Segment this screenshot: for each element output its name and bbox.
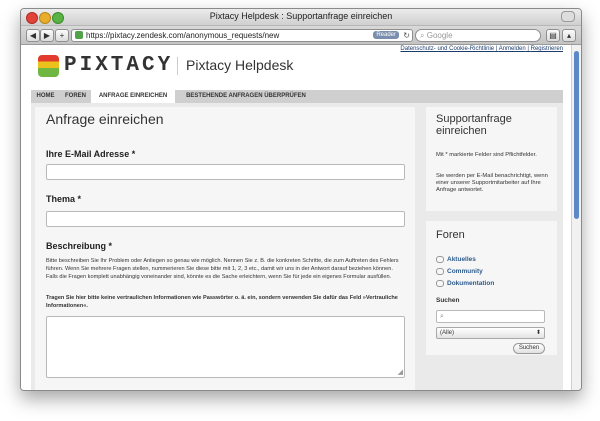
link-separator: | [525,46,531,52]
request-form-panel [35,107,415,390]
magnifier-icon: ⌕ [420,31,425,40]
toolbar-toggle-button[interactable] [561,11,575,22]
forum-filter-select[interactable] [436,327,545,339]
forum-filter-value: (Alle) [440,330,455,336]
printer-icon: ▤ [549,31,557,40]
tab-anfrage-einreichen[interactable]: ANFRAGE EINREICHEN [91,90,175,103]
notification-note: Sie werden per E-Mail benachrichtigt, wenn einer unserer Supportmitarbeiter auf Ihre Anfrage antwortet. [436,173,548,193]
stacked-logo-icon [38,55,59,77]
forward-button[interactable] [40,29,54,42]
site-title: Pixtacy Helpdesk [177,57,293,75]
url-text: https://pixtacy.zendesk.com/anonymous_requests/new [86,31,280,40]
search-label: Suchen [436,297,460,304]
resize-grip-icon[interactable]: ◢ [397,369,403,376]
main-nav [31,90,563,103]
secure-site-icon [75,31,83,39]
description-label: Beschreibung * [46,241,113,251]
window-title: Pixtacy Helpdesk : Supportanfrage einreichen [209,11,393,21]
email-field[interactable] [46,164,405,180]
speech-bubble-icon [436,280,444,287]
register-link[interactable]: Registrieren [530,46,563,52]
add-bookmark-button[interactable] [55,29,69,42]
logo-wordmark: PIXTACY [64,54,174,77]
vertical-scrollbar[interactable] [571,45,581,390]
browser-toolbar [21,26,581,45]
page-title: Anfrage einreichen [46,111,164,127]
forum-link-dokumentation[interactable] [436,280,494,287]
support-title: Supportanfrage einreichen [436,113,512,137]
link-separator: | [494,46,499,52]
forward-arrow-icon: ▶ [43,31,51,40]
tab-foren[interactable]: FOREN [65,93,86,99]
plus-icon: + [59,31,65,40]
description-help: Bitte beschreiben Sie Ihr Problem oder Anliegen so genau wie möglich. Nennen Sie z. B. die konkreten Schritte, die zum Auftreten des Fehlers führen. Wenn Sie mehrere Fragen stellen, nummerieren Sie diese bitte mit 1, 2, 3 etc., damit wir uns in der Antwort darauf beziehen können. Falls die Fragen komplett unabhängig voneinander sind, könnte es die Sache erleichtern, wenn Sie für jede ein eigenes Formular ausfüllen. [46,258,399,280]
back-arrow-icon: ◀ [29,31,37,40]
site-header [31,46,563,91]
required-fields-note: Mit * markierte Felder sind Pflichtfelder. [436,152,537,158]
reload-icon[interactable]: ↻ [403,31,410,40]
page-content [21,45,571,390]
magnifier-icon: ⌕ [440,313,444,320]
tab-bestehende-anfragen[interactable]: BESTEHENDE ANFRAGEN ÜBERPRÜFEN [186,93,306,99]
title-bar [21,9,581,26]
browser-search-placeholder: Google [426,31,453,40]
forum-label: Dokumentation [447,280,495,288]
address-bar[interactable] [71,29,413,42]
email-label: Ihre E-Mail Adresse * [46,149,136,159]
speech-bubble-icon [436,256,444,263]
tab-home[interactable]: HOME [36,93,55,99]
reader-button[interactable]: Reader [373,31,399,39]
browser-search-field[interactable] [415,29,541,42]
back-button[interactable] [26,29,40,42]
select-arrows-icon: ⬍ [535,330,541,336]
support-info-panel [426,107,557,211]
browser-window [20,8,582,391]
person-icon: ▴ [566,31,571,40]
subject-label: Thema * [46,194,82,204]
login-link[interactable]: Anmelden [498,46,526,52]
forum-label: Aktuelles [447,256,476,264]
forum-link-community[interactable] [436,268,483,275]
scrollbar-thumb[interactable] [574,51,579,219]
description-textarea[interactable] [46,316,405,378]
forums-title: Foren [436,229,465,241]
forum-search-input[interactable] [436,310,545,323]
speech-bubble-icon [436,268,444,275]
privacy-link[interactable]: Datenschutz- und Cookie-Richtlinie [400,46,495,52]
forum-link-aktuelles[interactable] [436,256,476,263]
description-warning: Tragen Sie hier bitte keine vertraulichen Informationen wie Passwörter o. ä. ein, sondern verwenden Sie dafür das Feld »Vertrauliche Informationen«. [46,295,398,309]
print-button[interactable] [546,29,560,42]
search-button[interactable]: Suchen [513,343,545,354]
header-links [400,46,563,52]
user-button[interactable] [562,29,576,42]
forums-panel [426,221,557,355]
subject-field[interactable] [46,211,405,227]
forum-label: Community [447,268,483,276]
